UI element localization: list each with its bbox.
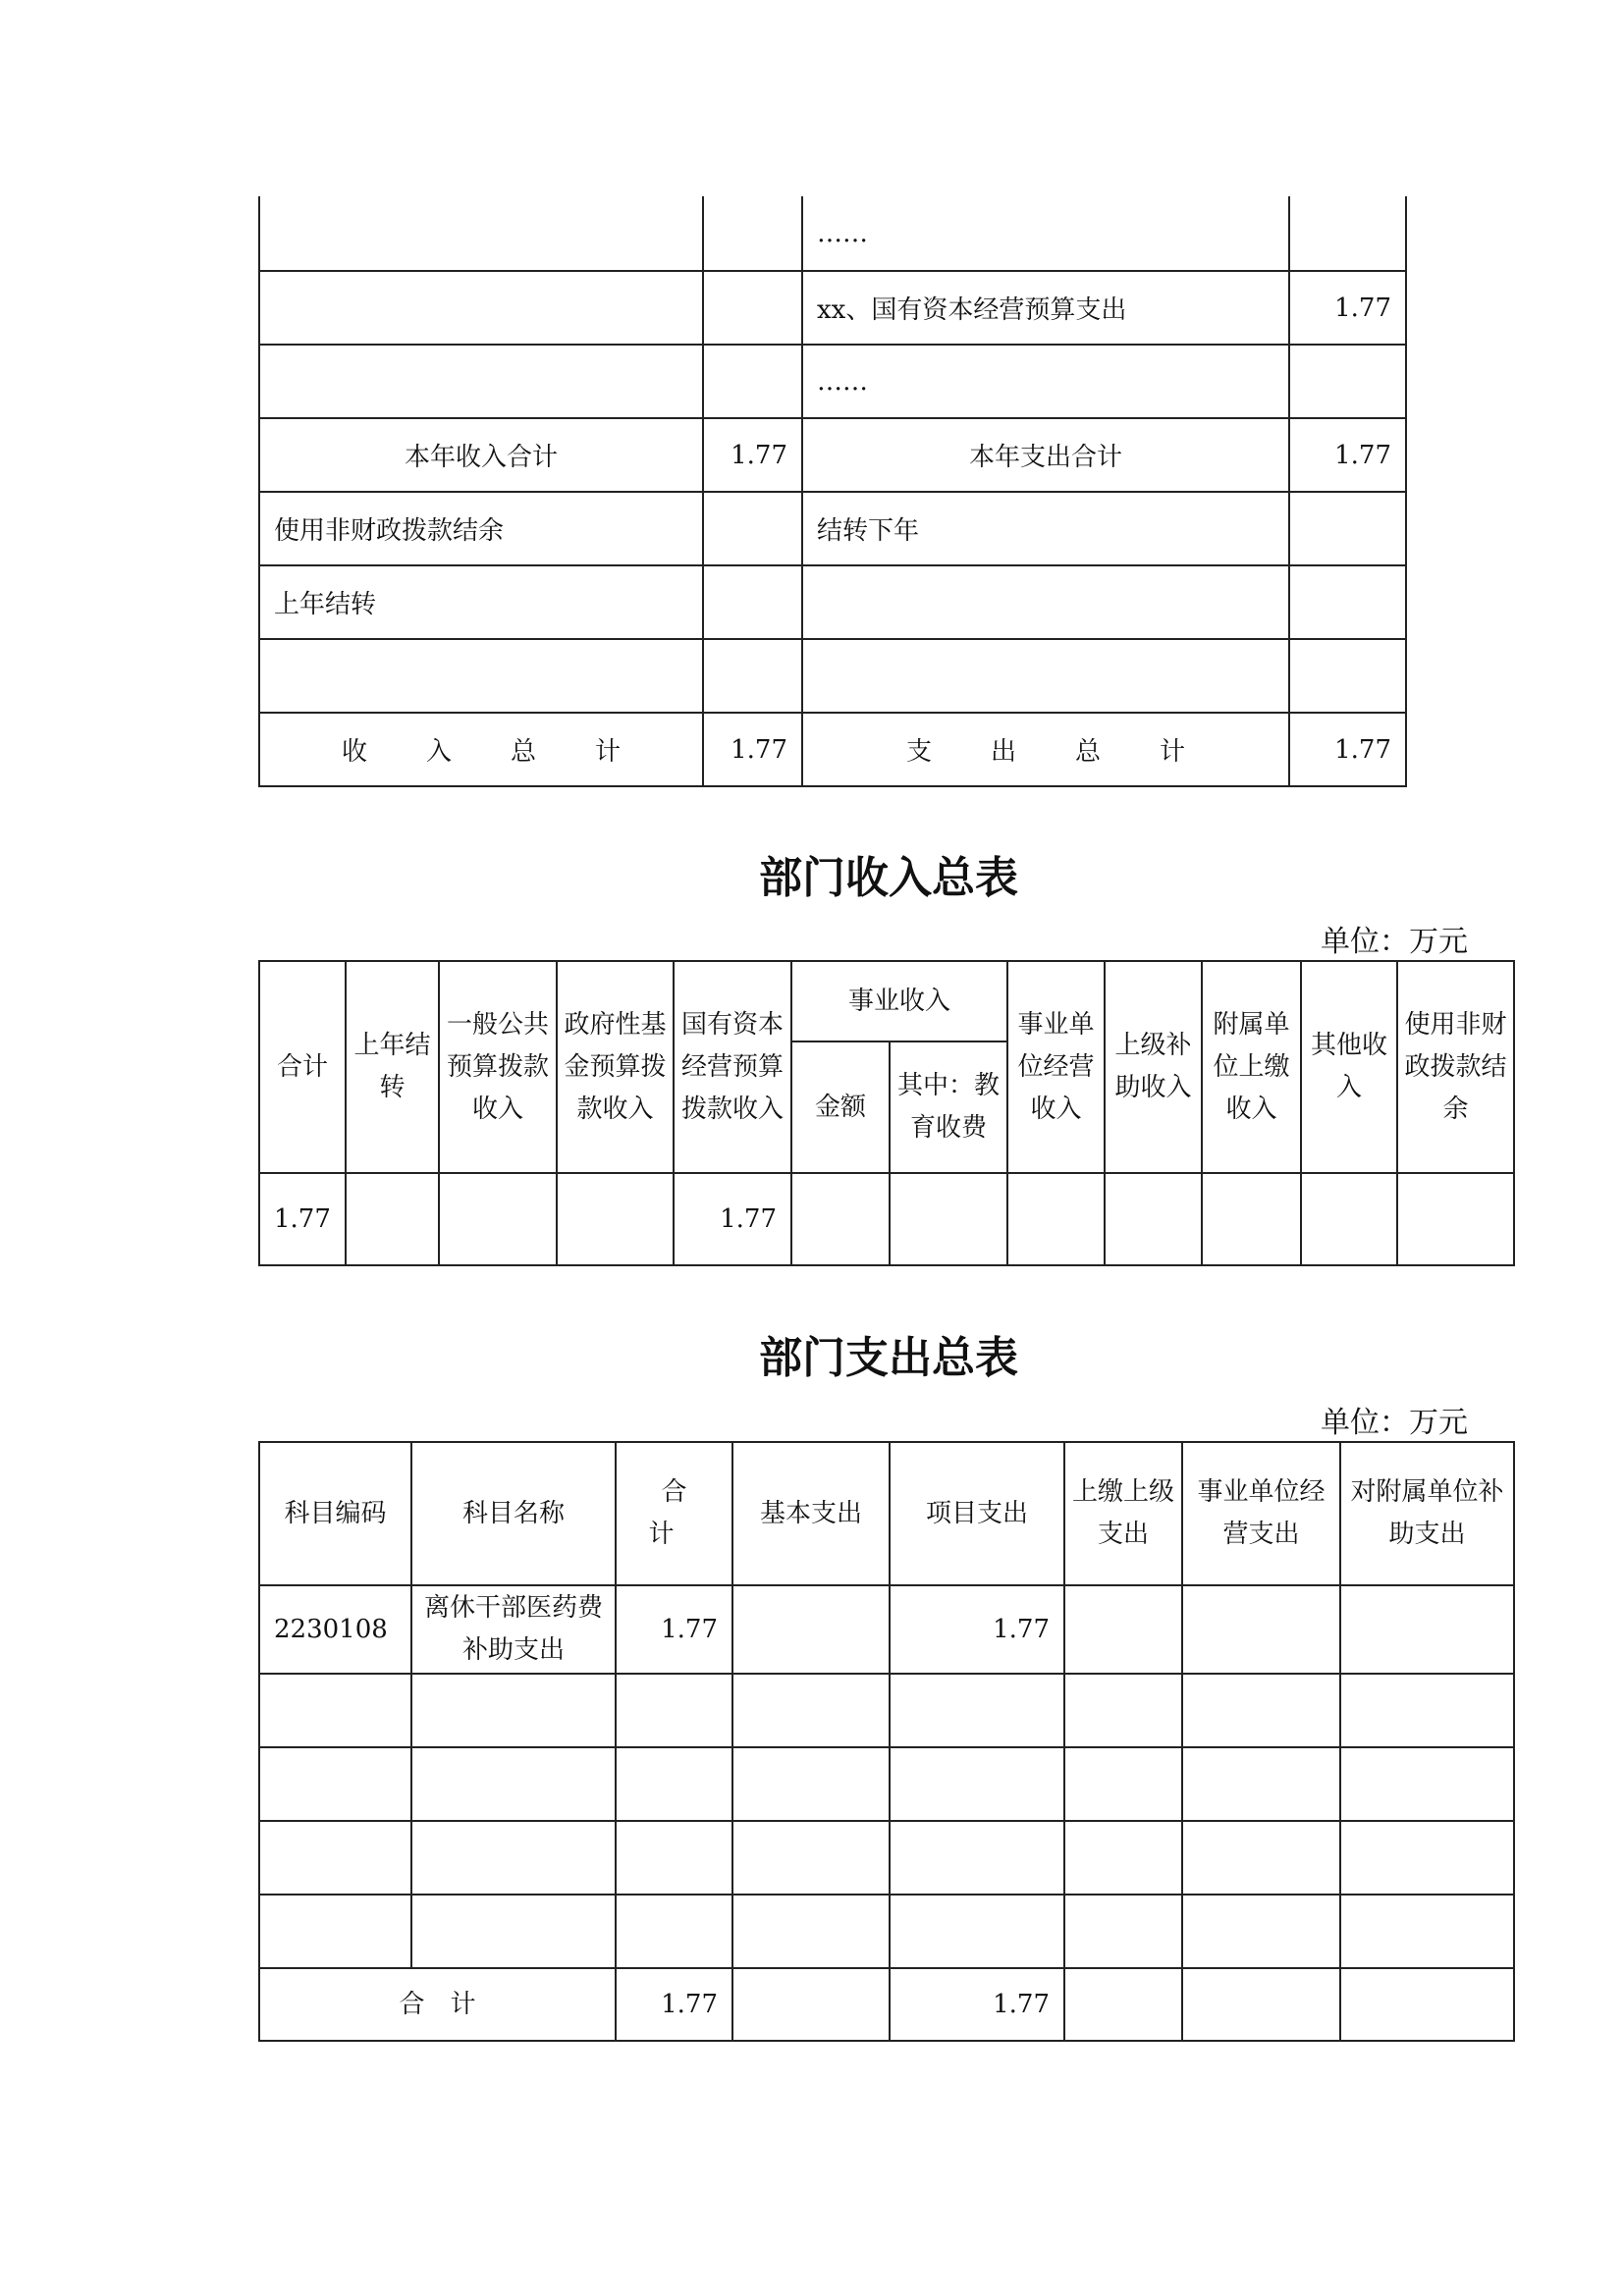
income-year-total-label: 本年收入合计: [259, 418, 703, 492]
col-project: 项目支出: [890, 1442, 1064, 1585]
income-unit-label: 单位：万元: [1321, 925, 1468, 959]
cell-state-capital: 1.77: [674, 1173, 791, 1265]
table-row: [259, 492, 1406, 565]
expense-value: 1.77: [1289, 271, 1406, 345]
table-row: [259, 1895, 1514, 1968]
col-unit-operation: 事业单位经营收入: [1007, 961, 1105, 1173]
table-row: [259, 345, 1406, 418]
col-gov-fund: 政府性基金预算拨款收入: [557, 961, 674, 1173]
table-row: [259, 1747, 1514, 1821]
col-other: 其他收入: [1301, 961, 1397, 1173]
col-unit-operation: 事业单位经营支出: [1182, 1442, 1340, 1585]
expense-label: ……: [802, 196, 1289, 271]
expense-grand-total-label: 支出总计: [905, 737, 1244, 767]
expense-year-total-label: 本年支出合计: [802, 418, 1289, 492]
income-grand-total-label: 收入总计: [341, 737, 679, 767]
carry-next-year-label: 结转下年: [802, 492, 1289, 565]
table-row: [259, 196, 1406, 271]
header-row: [259, 961, 1514, 1041]
expense-label: ……: [802, 345, 1289, 418]
last-year-carry-label: 上年结转: [259, 565, 703, 639]
col-total: 合计: [648, 1477, 713, 1549]
expense-grand-total-value: 1.77: [1289, 713, 1406, 786]
col-total: 合计: [259, 961, 346, 1173]
grand-total-row: [259, 713, 1406, 786]
col-affiliated-payment: 附属单位上缴收入: [1202, 961, 1301, 1173]
income-summary-table: [258, 960, 1515, 1266]
col-basic: 基本支出: [732, 1442, 890, 1585]
table-row: [259, 639, 1406, 713]
col-superior-subsidy: 上级补助收入: [1105, 961, 1202, 1173]
sum-project: 1.77: [890, 1968, 1064, 2041]
expense-label: xx、国有资本经营预算支出: [802, 271, 1289, 345]
table-row: [259, 1821, 1514, 1895]
sum-label: 合计: [399, 1989, 502, 2019]
sum-total: 1.77: [616, 1968, 732, 2041]
table-row: [259, 1674, 1514, 1747]
income-grand-total-value: 1.77: [703, 713, 802, 786]
table-row: [259, 271, 1406, 345]
cell-code: 2230108: [259, 1585, 411, 1674]
col-business-income: 事业收入: [791, 961, 1007, 1041]
col-last-year: 上年结转: [346, 961, 439, 1173]
cell-name: 离休干部医药费补助支出: [411, 1585, 616, 1674]
sum-row: [259, 1968, 1514, 2041]
income-expense-table: [258, 196, 1407, 787]
expense-year-total-value: 1.77: [1289, 418, 1406, 492]
col-code: 科目编码: [259, 1442, 411, 1585]
year-total-row: [259, 418, 1406, 492]
table-row: [259, 1173, 1514, 1265]
cell-project: 1.77: [890, 1585, 1064, 1674]
col-state-capital: 国有资本经营预算拨款收入: [674, 961, 791, 1173]
non-fiscal-balance-label: 使用非财政拨款结余: [259, 492, 703, 565]
table-row: [259, 565, 1406, 639]
col-pay-superior: 上缴上级支出: [1064, 1442, 1182, 1585]
expense-summary-table: [258, 1441, 1515, 2042]
expense-summary-title: 部门支出总表: [759, 1333, 1018, 1383]
col-amount: 金额: [791, 1041, 890, 1173]
col-of-which-edu: 其中：教育收费: [890, 1041, 1007, 1173]
header-row: [259, 1442, 1514, 1585]
col-general-budget: 一般公共预算拨款收入: [439, 961, 557, 1173]
col-non-fiscal-balance: 使用非财政拨款结余: [1397, 961, 1514, 1173]
table-row: [259, 1585, 1514, 1674]
cell-total: 1.77: [259, 1173, 346, 1265]
income-year-total-value: 1.77: [703, 418, 802, 492]
col-subsidy-affiliated: 对附属单位补助支出: [1340, 1442, 1514, 1585]
income-summary-title: 部门收入总表: [759, 853, 1018, 903]
expense-unit-label: 单位：万元: [1321, 1406, 1468, 1440]
col-name: 科目名称: [411, 1442, 616, 1585]
cell-total: 1.77: [616, 1585, 732, 1674]
